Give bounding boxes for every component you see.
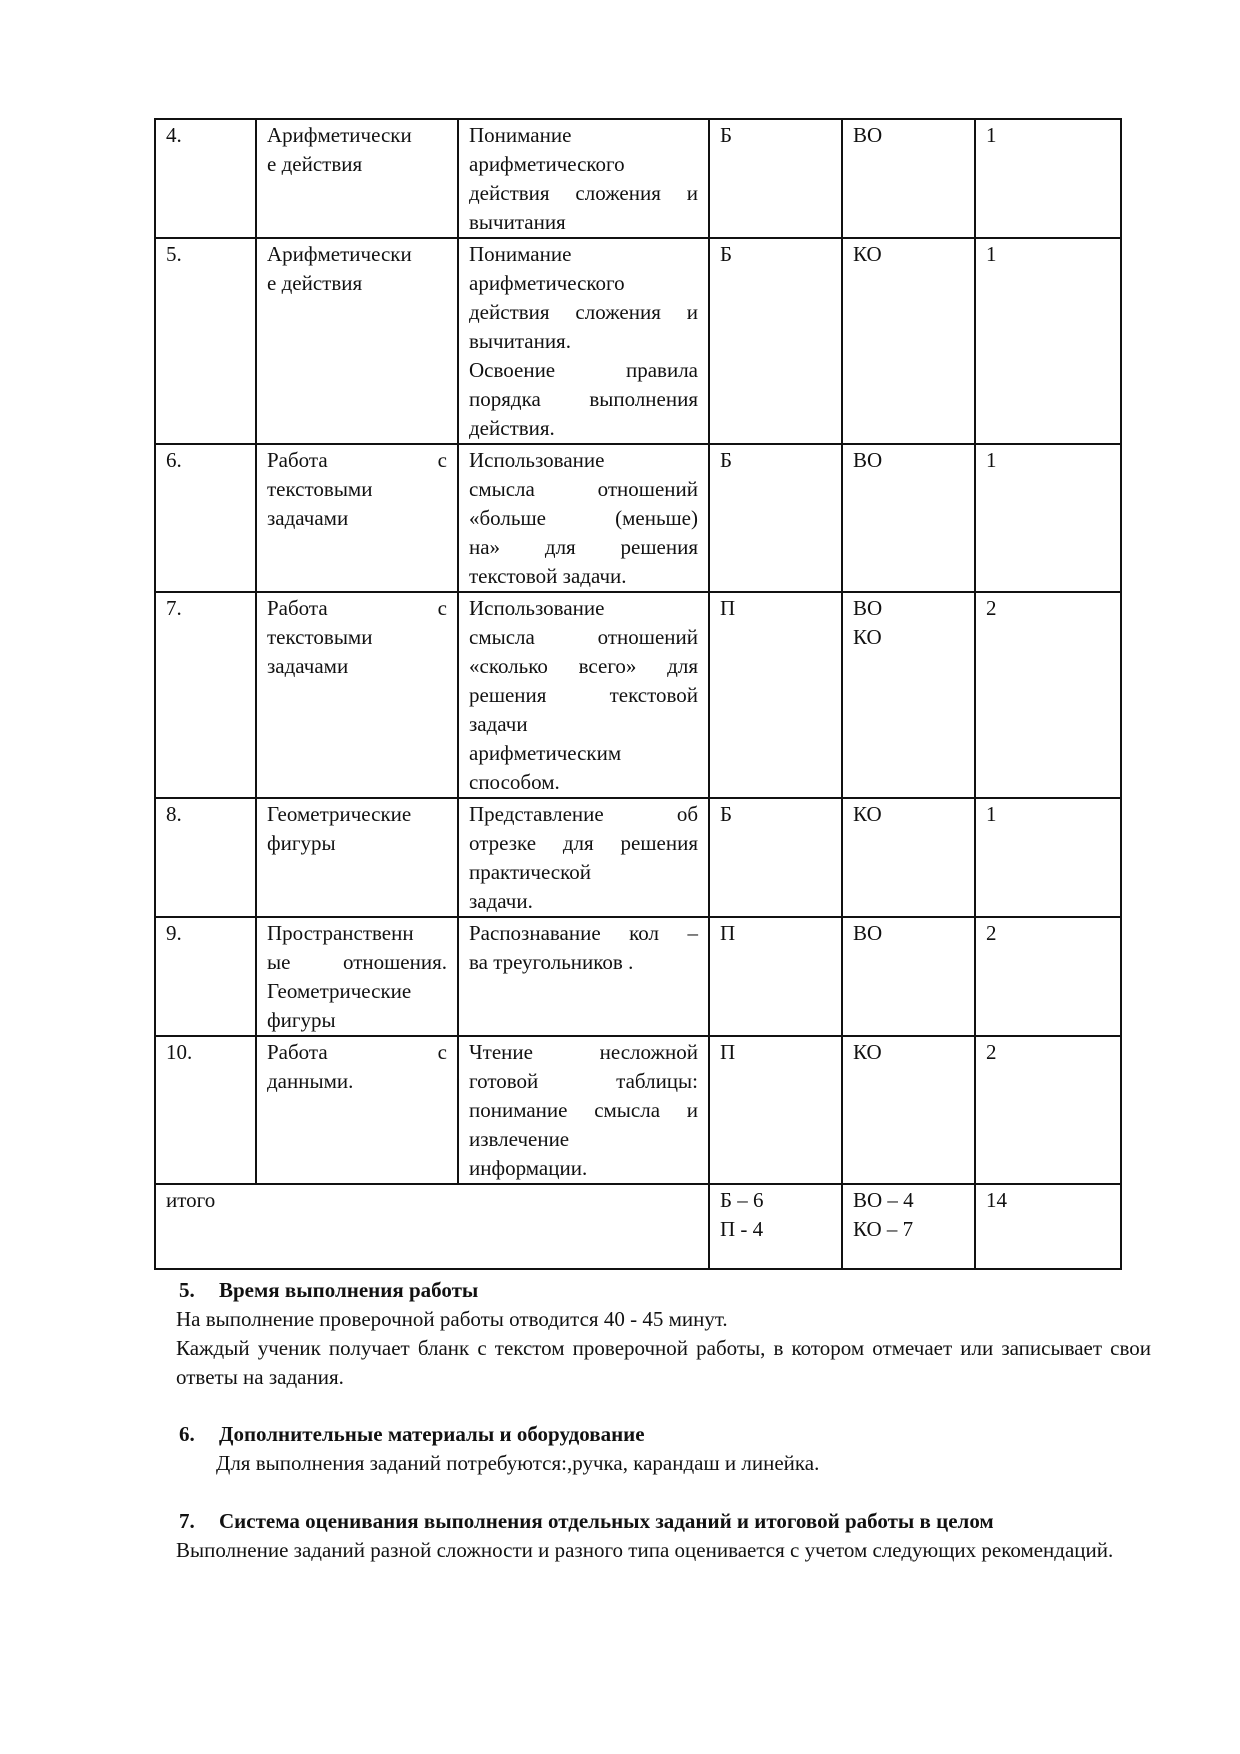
task-number: 4. (155, 119, 256, 238)
cell-line: задачи. (469, 889, 533, 913)
cell-line: Арифметически (267, 123, 412, 147)
task-number: 7. (155, 592, 256, 798)
topic-cell (256, 917, 458, 1036)
table-row (155, 798, 1121, 917)
cell-line: арифметического (469, 152, 625, 176)
skill-cell (458, 798, 709, 917)
skill-cell (458, 917, 709, 1036)
section-7-heading: 7. Система оценивания выполнения отдельных заданий и итоговой работы в целом (179, 1509, 994, 1533)
score-cell: 2 (975, 917, 1121, 1036)
topic-cell (256, 119, 458, 238)
cell-line: ВО (853, 123, 883, 147)
skill-cell (458, 1036, 709, 1184)
cell-line: отрезке для решения (469, 831, 698, 855)
total-score: 14 (975, 1184, 1121, 1269)
type-cell (842, 119, 975, 238)
cell-line: действия. (469, 416, 555, 440)
topic-cell (256, 444, 458, 592)
cell-line: П (720, 596, 736, 620)
table-row (155, 1036, 1121, 1184)
level-cell (709, 798, 842, 917)
topic-cell (256, 798, 458, 917)
section-6-text: Для выполнения заданий потребуются:,ручка, карандаш и линейка. (216, 1451, 820, 1475)
cell-line: информации. (469, 1156, 588, 1180)
topic-cell (256, 592, 458, 798)
cell-line: готовой таблицы: (469, 1069, 698, 1093)
type-cell (842, 917, 975, 1036)
total-row (155, 1184, 1121, 1269)
topic-cell (256, 1036, 458, 1184)
cell-line: ВО (853, 921, 883, 945)
cell-line: на» для решения (469, 535, 698, 559)
cell-line: П - 4 (720, 1217, 764, 1241)
cell-line: ые отношения. (267, 950, 447, 974)
cell-line: КО (853, 242, 882, 266)
total-label: итого (155, 1184, 709, 1269)
cell-line: КО – 7 (853, 1217, 914, 1241)
task-number: 9. (155, 917, 256, 1036)
cell-line: Пространственн (267, 921, 414, 945)
cell-line: Понимание (469, 242, 572, 266)
cell-line: арифметического (469, 271, 625, 295)
cell-line: задачи (469, 712, 528, 736)
cell-line: ва треугольников . (469, 950, 634, 974)
cell-line: Работа с (267, 596, 447, 620)
table-row (155, 119, 1121, 238)
cell-line: Использование (469, 448, 605, 472)
score-cell: 2 (975, 592, 1121, 798)
type-cell (842, 444, 975, 592)
section-6-heading: 6. Дополнительные материалы и оборудование (179, 1422, 645, 1446)
skill-cell (458, 592, 709, 798)
cell-line: Чтение несложной (469, 1040, 698, 1064)
cell-line: ВО (853, 596, 883, 620)
cell-line: действия сложения и (469, 181, 698, 205)
cell-line: практической (469, 860, 592, 884)
cell-line: смысла отношений (469, 477, 698, 501)
cell-line: КО (853, 802, 882, 826)
table-row (155, 444, 1121, 592)
cell-line: фигуры (267, 1008, 336, 1032)
task-number: 10. (155, 1036, 256, 1184)
cell-line: вычитания (469, 210, 566, 234)
level-cell (709, 592, 842, 798)
cell-line: КО (853, 625, 882, 649)
level-cell (709, 917, 842, 1036)
topic-cell (256, 238, 458, 444)
task-number: 6. (155, 444, 256, 592)
section-5-text-2: Каждый ученик получает бланк с текстом проверочной работы, в котором отмечает или записывает свои ответы на задания. (176, 1336, 1151, 1389)
level-cell (709, 444, 842, 592)
cell-line: способом. (469, 770, 560, 794)
cell-line: текстовыми (267, 477, 373, 501)
cell-line: Геометрические (267, 802, 412, 826)
skill-cell (458, 444, 709, 592)
score-cell: 1 (975, 238, 1121, 444)
cell-line: действия сложения и (469, 300, 698, 324)
cell-line: «сколько всего» для (469, 654, 698, 678)
cell-line: Геометрические (267, 979, 412, 1003)
tasks-table (154, 118, 1122, 1270)
cell-line: фигуры (267, 831, 336, 855)
cell-line: понимание смысла и (469, 1098, 698, 1122)
table-row (155, 592, 1121, 798)
cell-line: ВО – 4 (853, 1188, 914, 1212)
cell-line: КО (853, 1040, 882, 1064)
type-cell (842, 238, 975, 444)
cell-line: ВО (853, 448, 883, 472)
level-cell (709, 1036, 842, 1184)
section-5-heading: 5. Время выполнения работы (179, 1278, 479, 1302)
cell-line: извлечение (469, 1127, 570, 1151)
skill-cell (458, 238, 709, 444)
cell-line: Понимание (469, 123, 572, 147)
cell-line: данными. (267, 1069, 354, 1093)
type-cell (842, 592, 975, 798)
cell-line: Освоение правила (469, 358, 698, 382)
cell-line: Б – 6 (720, 1188, 764, 1212)
cell-line: Представление об (469, 802, 698, 826)
score-cell: 1 (975, 798, 1121, 917)
total-type (842, 1184, 975, 1269)
cell-line: решения текстовой (469, 683, 698, 707)
cell-line: Б (720, 448, 733, 472)
cell-line: Использование (469, 596, 605, 620)
cell-line: е действия (267, 271, 363, 295)
cell-line: арифметическим (469, 741, 622, 765)
cell-line: вычитания. (469, 329, 571, 353)
cell-line: текстовыми (267, 625, 373, 649)
table-row (155, 917, 1121, 1036)
level-cell (709, 238, 842, 444)
task-number: 8. (155, 798, 256, 917)
task-number: 5. (155, 238, 256, 444)
cell-line: смысла отношений (469, 625, 698, 649)
cell-line: Б (720, 802, 733, 826)
cell-line: Арифметически (267, 242, 412, 266)
type-cell (842, 1036, 975, 1184)
cell-line: П (720, 921, 736, 945)
cell-line: Работа с (267, 448, 447, 472)
table-row (155, 238, 1121, 444)
cell-line: Б (720, 242, 733, 266)
cell-line: Б (720, 123, 733, 147)
cell-line: П (720, 1040, 736, 1064)
cell-line: задачами (267, 654, 349, 678)
score-cell: 2 (975, 1036, 1121, 1184)
level-cell (709, 119, 842, 238)
cell-line: порядка выполнения (469, 387, 698, 411)
cell-line: задачами (267, 506, 349, 530)
skill-cell (458, 119, 709, 238)
type-cell (842, 798, 975, 917)
score-cell: 1 (975, 119, 1121, 238)
cell-line: текстовой задачи. (469, 564, 627, 588)
cell-line: Распознавание кол – (469, 921, 698, 945)
score-cell: 1 (975, 444, 1121, 592)
cell-line: е действия (267, 152, 363, 176)
section-7-text: Выполнение заданий разной сложности и разного типа оценивается с учетом следующих рекомендаций. (176, 1538, 1114, 1562)
cell-line: Работа с (267, 1040, 447, 1064)
total-level (709, 1184, 842, 1269)
section-5-text-1: На выполнение проверочной работы отводится 40 - 45 минут. (176, 1307, 728, 1331)
cell-line: «больше (меньше) (469, 506, 698, 530)
